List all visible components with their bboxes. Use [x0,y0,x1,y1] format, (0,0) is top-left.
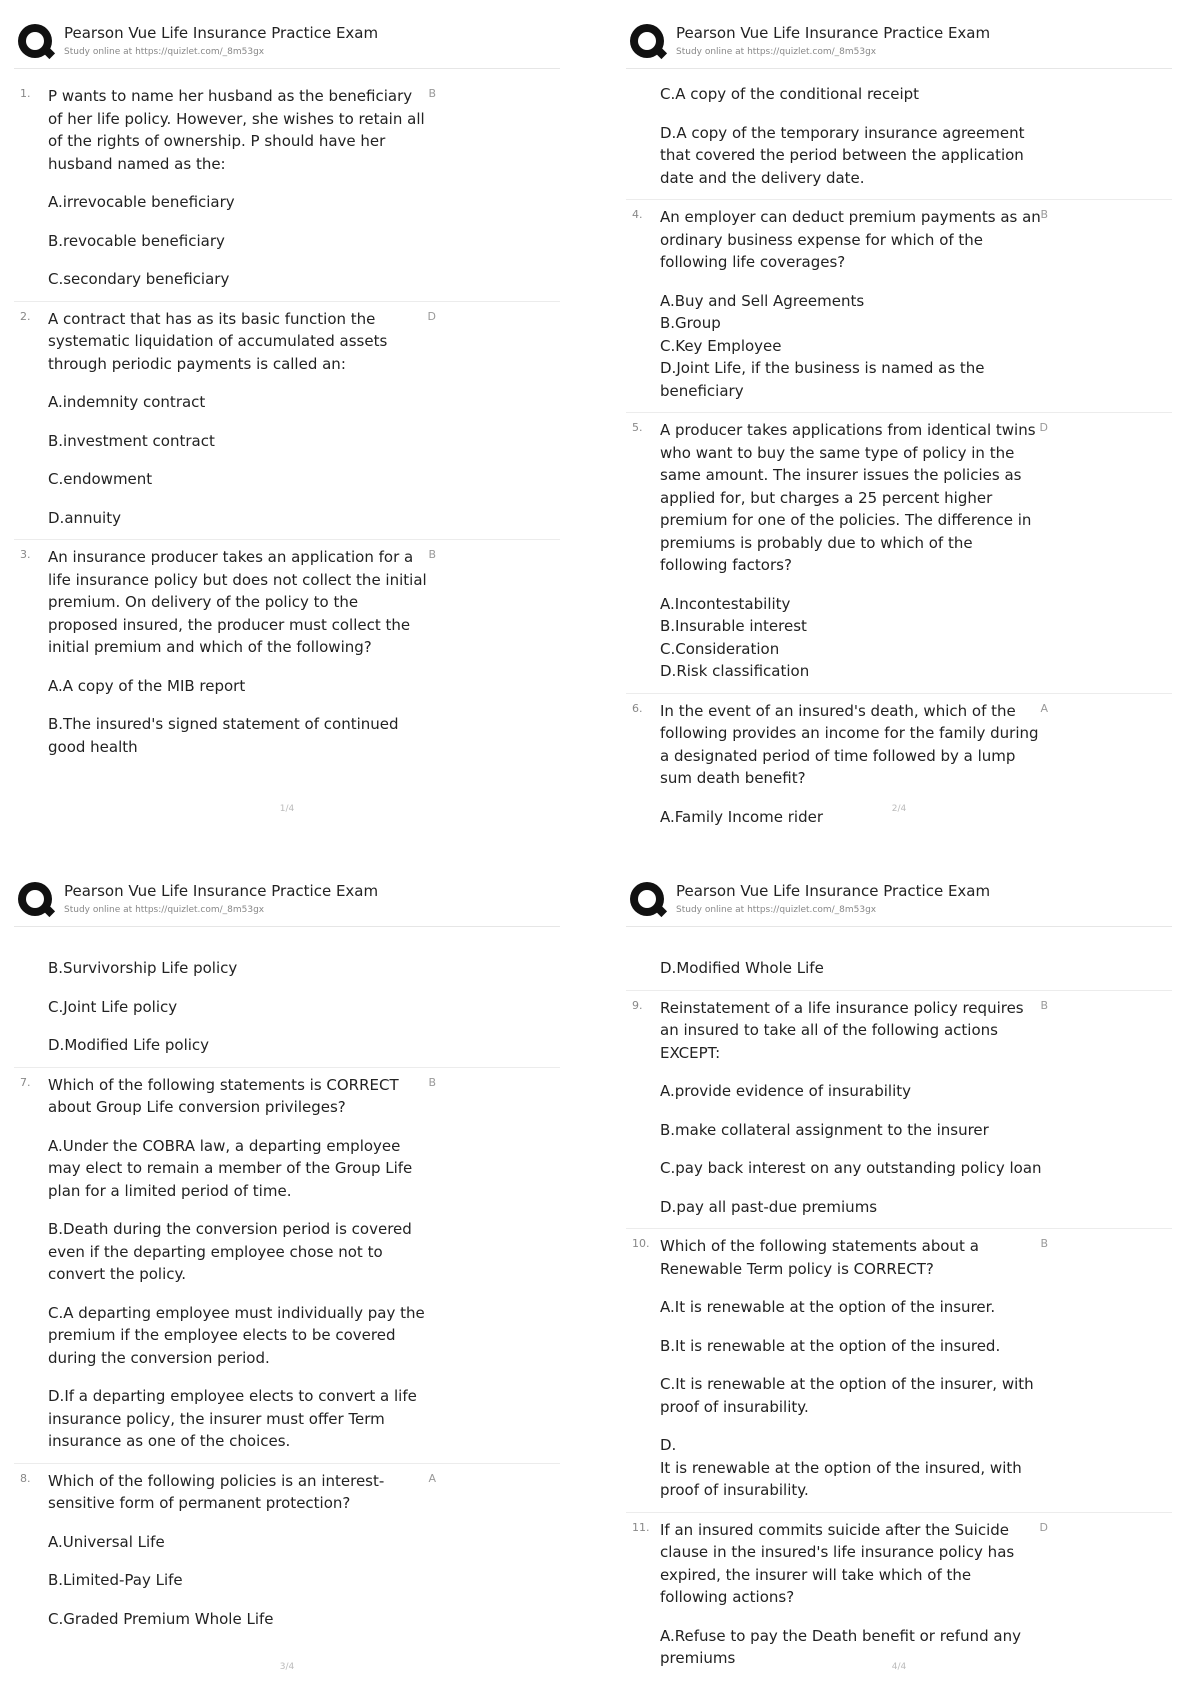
question-text: In the event of an insured's death, which of the following provides an income for the family during a designated period of time followed by a lump sum death benefit? [660,701,1039,787]
option: D.Modified Whole Life [660,959,824,977]
question-number: 6. [632,701,643,715]
option: D. It is renewable at the option of the insured, with proof of insurability. [660,1436,1022,1499]
page-number: 3/4 [279,1662,295,1672]
question-number: 11. [632,1520,650,1534]
answer-key: D [427,309,436,323]
option: A.Refuse to pay the Death benefit or refund any premiums [660,1626,1021,1667]
question-number: 3. [20,548,31,561]
header-subtitle: Study online at https://quizlet.com/_8m53gx [64,47,265,57]
question-number: 7. [20,1075,31,1089]
option: C.secondary beneficiary [48,270,230,288]
option: B.Death during the conversion period is covered even if the departing employee chose not to convert the policy. [48,1220,412,1283]
option: C.A copy of the conditional receipt [660,85,920,103]
question-1 [14,79,560,302]
question-7 [14,1068,560,1464]
option: B.revocable beneficiary [48,231,225,250]
question-10 [626,1229,1172,1513]
option: D.If a departing employee elects to convert a life insurance policy, the insurer must offer Term insurance as one of the choices. [48,1387,417,1450]
question-8-continued [626,937,1172,991]
option: C.endowment [48,470,153,488]
answer-key: B [428,548,436,561]
page-content [14,69,574,768]
option: C.Consideration [660,639,780,658]
option: A.Buy and Sell Agreements [660,291,865,310]
question-text: Which of the following statements is CORRECT about Group Life conversion privileges? [48,1075,399,1116]
page-4 [626,874,1186,1686]
page-number: 1/4 [279,804,295,814]
option: A.provide evidence of insurability [660,1082,912,1100]
option: D.Modified Life policy [48,1036,210,1054]
answer-key: A [1040,701,1048,715]
option: A.irrevocable beneficiary [48,193,235,211]
question-text: A contract that has as its basic function the systematic liquidation of accumulated assets through periodic payments is called an: [48,309,388,373]
question-number: 10. [632,1237,650,1250]
question-9 [626,991,1172,1230]
option: D.A copy of the temporary insurance agreement that covered the period between the application date and the delivery date. [660,123,1025,187]
answer-key: A [428,1471,436,1485]
question-text: Which of the following policies is an interest-sensitive form of permanent protection? [48,1471,385,1512]
question-text: Which of the following statements about a Renewable Term policy is CORRECT? [660,1237,979,1278]
page-1 [14,16,574,828]
option: A.Incontestability [660,594,791,613]
answer-key: B [428,1075,436,1089]
page-header [626,16,1172,69]
option: A.A copy of the MIB report [48,676,246,695]
question-text: Reinstatement of a life insurance policy requires an insured to take all of the following actions EXCEPT: [660,998,1024,1062]
page-content [626,69,1186,838]
option: B.Limited-Pay Life [48,1571,183,1589]
page-content [626,927,1186,1680]
question-5 [626,413,1172,694]
option: C.pay back interest on any outstanding policy loan [660,1159,1042,1177]
option: C.Key Employee [660,336,782,355]
header-subtitle: Study online at https://quizlet.com/_8m53gx [676,47,877,57]
option: B.make collateral assignment to the insurer [660,1120,989,1139]
option: D.Joint Life, if the business is named as the beneficiary [660,359,985,400]
question-6-continued [14,937,560,1068]
question-text: An employer can deduct premium payments as an ordinary business expense for which of the following life coverages? [660,208,1041,271]
question-6 [626,694,1172,839]
page-header [14,874,560,927]
option: D.pay all past-due premiums [660,1197,878,1216]
page-header [626,874,1172,927]
question-number: 2. [20,309,31,323]
question-11 [626,1513,1172,1680]
answer-key: B [428,87,436,100]
option: A.indemnity contract [48,393,206,411]
header-title: Pearson Vue Life Insurance Practice Exam [676,24,991,42]
option: B.The insured's signed statement of continued good health [48,715,399,756]
option: B.Insurable interest [660,617,807,635]
page-3 [14,874,574,1686]
header-title: Pearson Vue Life Insurance Practice Exam [676,882,991,900]
answer-key: B [1040,998,1048,1012]
question-3 [14,540,560,768]
option: C.A departing employee must individually pay the premium if the employee elects to be covered during the conversion period. [48,1303,425,1367]
answer-key: B [1040,208,1048,221]
quizlet-logo-icon [18,882,52,916]
question-text: A producer takes applications from identical twins who want to buy the same type of policy in the same amount. The insurer issues the policies as applied for, but charges a 25 percent higher premium for one of the policies. The difference in premiums is probably due to which of the following factors? [660,421,1036,574]
header-title: Pearson Vue Life Insurance Practice Exam [64,24,379,42]
question-text: An insurance producer takes an application for a life insurance policy but does not collect the initial premium. On delivery of the policy to the proposed insured, the producer must collect the initial premium and which of the following? [48,548,427,656]
header-title: Pearson Vue Life Insurance Practice Exam [64,882,379,900]
question-text: P wants to name her husband as the beneficiary of her life policy. However, she wishes to retain all of the rights of ownership. P should have her husband named as the: [48,87,425,173]
answer-key: B [1040,1237,1048,1250]
question-number: 4. [632,208,643,221]
quizlet-logo-icon [630,24,664,58]
option: B.Survivorship Life policy [48,959,238,977]
option: A.It is renewable at the option of the insurer. [660,1298,996,1316]
question-number: 5. [632,421,643,434]
header-subtitle: Study online at https://quizlet.com/_8m53gx [676,905,877,915]
option: C.Joint Life policy [48,997,178,1016]
quizlet-logo-icon [630,882,664,916]
option: B.investment contract [48,431,215,450]
question-8 [14,1464,560,1641]
option: C.Graded Premium Whole Life [48,1609,274,1628]
page-content [14,927,574,1640]
question-number: 8. [20,1471,31,1485]
question-2 [14,302,560,541]
header-subtitle: Study online at https://quizlet.com/_8m53gx [64,905,265,915]
option: B.Group [660,314,721,332]
option: A.Family Income rider [660,807,824,826]
option: D.Risk classification [660,662,810,680]
quizlet-logo-icon [18,24,52,58]
question-4 [626,200,1172,413]
page-number: 2/4 [891,804,907,814]
question-3-continued [626,79,1172,200]
question-number: 1. [20,87,31,100]
option: C.It is renewable at the option of the insurer, with proof of insurability. [660,1375,1034,1416]
page-2 [626,16,1186,828]
option: A.Universal Life [48,1532,165,1551]
option: A.Under the COBRA law, a departing employee may elect to remain a member of the Group Life plan for a limited period of time. [48,1136,413,1200]
page-number: 4/4 [891,1662,907,1672]
answer-key: D [1039,1520,1048,1534]
question-text: If an insured commits suicide after the Suicide clause in the insured's life insurance policy has expired, the insurer will take which of the following actions? [660,1520,1015,1606]
option: D.annuity [48,508,121,527]
question-number: 9. [632,998,643,1012]
answer-key: D [1039,421,1048,434]
page-header [14,16,560,69]
option: B.It is renewable at the option of the insured. [660,1336,1001,1355]
